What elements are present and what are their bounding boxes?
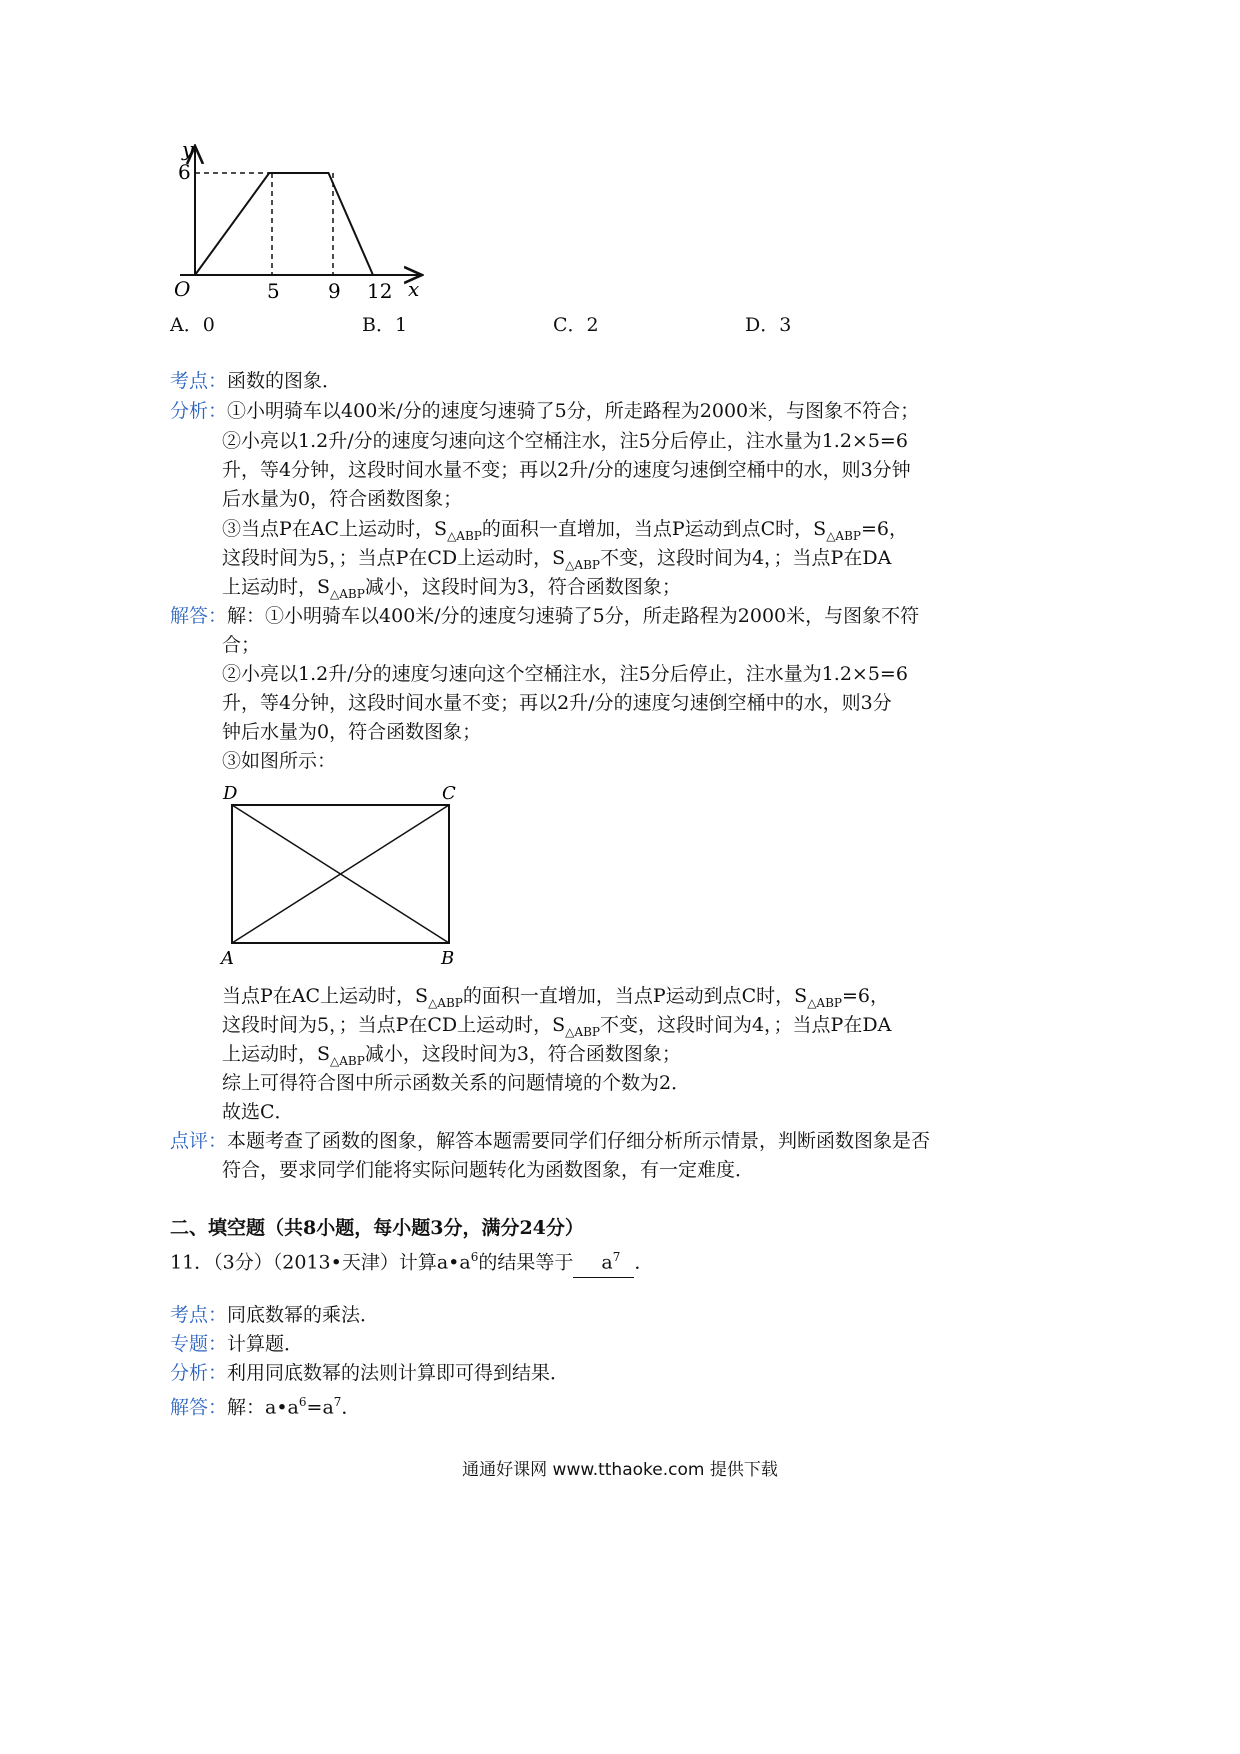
kaodian-tag: 考点：	[170, 370, 228, 392]
fenxi-text: 利用同底数幂的法则计算即可得到结果．	[227, 1362, 570, 1384]
q11-kaodian-row	[170, 1300, 379, 1330]
q11-fenxi-row	[170, 1358, 569, 1388]
superscript: 6	[298, 1395, 307, 1409]
option-c: C．2	[553, 314, 599, 336]
y-axis-label: y	[182, 140, 194, 161]
y-tick-6: 6	[178, 160, 191, 184]
q11-jieda-row	[170, 1387, 360, 1422]
fenxi-line-2b: 升，等4分钟，这段时间水量不变；再以2升/分的速度匀速倒空桶中的水，则3分钟	[222, 459, 911, 481]
q11-stem	[170, 1242, 653, 1278]
x-axis-label: x	[408, 277, 420, 301]
subscript: △ABP	[565, 1024, 600, 1039]
x-tick-9: 9	[328, 279, 341, 303]
subscript: △ABP	[826, 528, 861, 543]
origin-label: O	[174, 277, 191, 301]
kaodian-text: 同底数幂的乘法．	[227, 1304, 380, 1326]
text: 的结果等于	[478, 1251, 574, 1274]
text: =6，	[861, 518, 909, 540]
text: 不变，这段时间为4，；当点P在DA	[599, 1014, 892, 1036]
subscript: △ABP	[807, 995, 842, 1010]
jieda-tag: 解答：	[170, 1396, 228, 1419]
text: 上运动时，S	[222, 576, 331, 598]
zhuanti-tag: 专题：	[170, 1333, 228, 1355]
jieda-line-2c: 钟后水量为0，符合函数图象；	[222, 721, 482, 743]
label-a: A	[221, 948, 234, 968]
text: 减小，这段时间为3，符合函数图象；	[364, 576, 681, 598]
answer-base: a	[601, 1251, 613, 1274]
text: 的面积一直增加，当点P运动到点C时，S	[462, 985, 808, 1007]
fenxi-line-2c: 后水量为0，符合函数图象；	[222, 488, 463, 510]
text: 11．（3分）（2013•天津）计算a•a	[170, 1251, 471, 1274]
jieda-line-3: ③如图所示：	[222, 750, 337, 772]
jieda-line-5: 综上可得符合图中所示函数关系的问题情境的个数为2．	[222, 1072, 691, 1094]
kaodian-tag: 考点：	[170, 1304, 228, 1326]
superscript: 7	[333, 1395, 342, 1409]
fenxi-line-2a: ②小亮以1.2升/分的速度匀速向这个空桶注水，注5分后停止，注水量为1.2×5=6	[222, 430, 908, 452]
subscript: △ABP	[330, 1053, 365, 1068]
subscript: △ABP	[447, 528, 482, 543]
text: 解：a•a	[227, 1396, 299, 1419]
label-c: C	[442, 783, 456, 804]
jieda-row-1	[170, 601, 919, 631]
subscript: △ABP	[428, 995, 463, 1010]
jieda-line-2a: ②小亮以1.2升/分的速度匀速向这个空桶注水，注5分后停止，注水量为1.2×5=6	[222, 663, 908, 685]
text: =6，	[842, 985, 890, 1007]
text: 当点P在AC上运动时，S	[222, 985, 429, 1007]
label-d: D	[223, 783, 238, 804]
jieda-line-1a: 解：①小明骑车以400米/分的速度匀速骑了5分，所走路程为2000米，与图象不符	[227, 605, 920, 627]
dianping-line-1: 本题考查了函数的图象，解答本题需要同学们仔细分析所示情景，判断函数图象是否	[227, 1130, 931, 1152]
label-b: B	[441, 948, 455, 968]
text: 上运动时，S	[222, 1043, 331, 1065]
dianping-line-2: 符合，要求同学们能将实际问题转化为函数图象，有一定难度．	[222, 1159, 755, 1181]
answer-sup: 7	[612, 1250, 621, 1264]
text: 不变，这段时间为4，；当点P在DA	[599, 547, 892, 569]
kaodian-text: 函数的图象．	[227, 370, 342, 392]
jieda-line-2b: 升，等4分钟，这段时间水量不变；再以2升/分的速度匀速倒空桶中的水，则3分	[222, 692, 892, 714]
jieda-tag: 解答：	[170, 605, 228, 627]
x-tick-5: 5	[267, 279, 280, 303]
text: 这段时间为5，；当点P在CD上运动时，S	[222, 1014, 566, 1036]
text: ．	[634, 1251, 654, 1274]
fenxi-tag: 分析：	[170, 1362, 228, 1384]
text: 减小，这段时间为3，符合函数图象；	[364, 1043, 681, 1065]
fenxi-row-1	[170, 396, 919, 426]
zhuanti-text: 计算题．	[227, 1333, 304, 1355]
fenxi-line-1: ①小明骑车以400米/分的速度匀速骑了5分，所走路程为2000米，与图象不符合；	[227, 400, 920, 422]
text: ．	[341, 1396, 361, 1419]
q11-zhuanti-row	[170, 1329, 303, 1359]
function-line	[195, 173, 373, 275]
section-heading: 二、填空题（共8小题，每小题3分，满分24分）	[170, 1217, 584, 1239]
kaodian-row	[170, 366, 341, 396]
subscript: △ABP	[565, 557, 600, 572]
text: 这段时间为5，；当点P在CD上运动时，S	[222, 547, 566, 569]
jieda-line-1b: 合；	[222, 634, 261, 656]
rectangle-diagram	[215, 778, 465, 968]
jieda-line-6: 故选C．	[222, 1101, 294, 1123]
x-tick-12: 12	[367, 279, 393, 303]
answer-blank	[573, 1242, 634, 1278]
superscript: 6	[470, 1250, 479, 1264]
option-a: A．0	[170, 314, 215, 336]
page-footer: 通通好课网 www.tthaoke.com 提供下载	[462, 1460, 778, 1480]
function-graph	[170, 140, 480, 340]
text: =a	[306, 1396, 334, 1419]
dianping-row-1	[170, 1126, 930, 1156]
dianping-tag: 点评：	[170, 1130, 228, 1152]
fenxi-tag: 分析：	[170, 400, 228, 422]
option-b: B．1	[362, 314, 408, 336]
text: ③当点P在AC上运动时，S	[222, 518, 448, 540]
text: 的面积一直增加，当点P运动到点C时，S	[481, 518, 827, 540]
subscript: △ABP	[330, 586, 365, 601]
option-d: D．3	[745, 314, 792, 336]
